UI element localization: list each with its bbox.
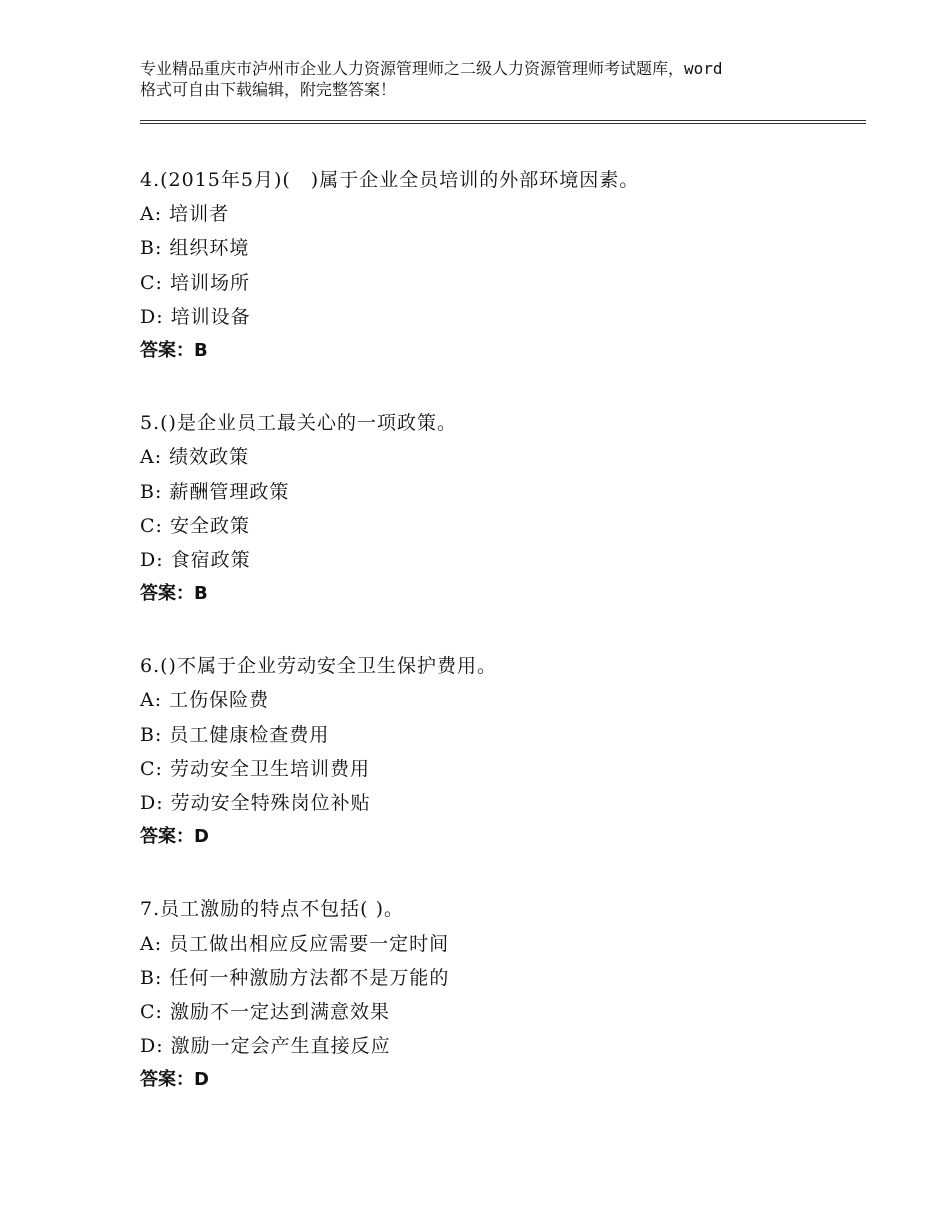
question-4 [140,163,860,368]
header-line-1: 专业精品重庆市泸州市企业人力资源管理师之二级人力资源管理师考试题库，word [140,59,723,78]
option-b: B: 薪酬管理政策 [140,480,290,503]
option-b: B: 组织环境 [140,237,250,260]
option-a: A: 员工做出相应反应需要一定时间 [140,932,450,955]
option-d: D: 食宿政策 [140,548,251,571]
header-divider [140,120,866,121]
option-a: A: 绩效政策 [140,446,250,469]
option-d: D: 激励一定会产生直接反应 [140,1035,391,1058]
question-7 [140,892,860,1097]
question-stem: 4.(2015年5月)( )属于企业全员培训的外部环境因素。 [140,169,640,191]
question-stem: 7.员工激励的特点不包括( )。 [140,898,404,921]
question-list [140,163,860,1136]
option-c: C: 培训场所 [140,271,250,294]
document-header [140,58,840,100]
option-d: D: 劳动安全特殊岗位补贴 [140,792,371,814]
answer: 答案：B [140,583,208,605]
option-c: C: 劳动安全卫生培训费用 [140,757,370,780]
option-c: C: 安全政策 [140,514,250,537]
option-b: B: 任何一种激励方法都不是万能的 [140,966,450,989]
option-d: D: 培训设备 [140,305,251,328]
option-a: A: 培训者 [140,203,230,226]
option-c: C: 激励不一定达到满意效果 [140,1000,390,1023]
option-a: A: 工伤保险费 [140,689,270,712]
question-stem: 6.()不属于企业劳动安全卫生保护费用。 [140,655,497,678]
answer: 答案：B [140,339,208,361]
question-6 [140,649,860,854]
header-line-2: 格式可自由下载编辑，附完整答案！ [140,80,397,99]
answer: 答案：D [140,826,209,848]
header-divider-double [140,123,866,124]
question-5 [140,406,860,611]
option-b: B: 员工健康检查费用 [140,723,330,746]
question-stem: 5.()是企业员工最关心的一项政策。 [140,412,457,435]
answer: 答案：D [140,1069,209,1091]
